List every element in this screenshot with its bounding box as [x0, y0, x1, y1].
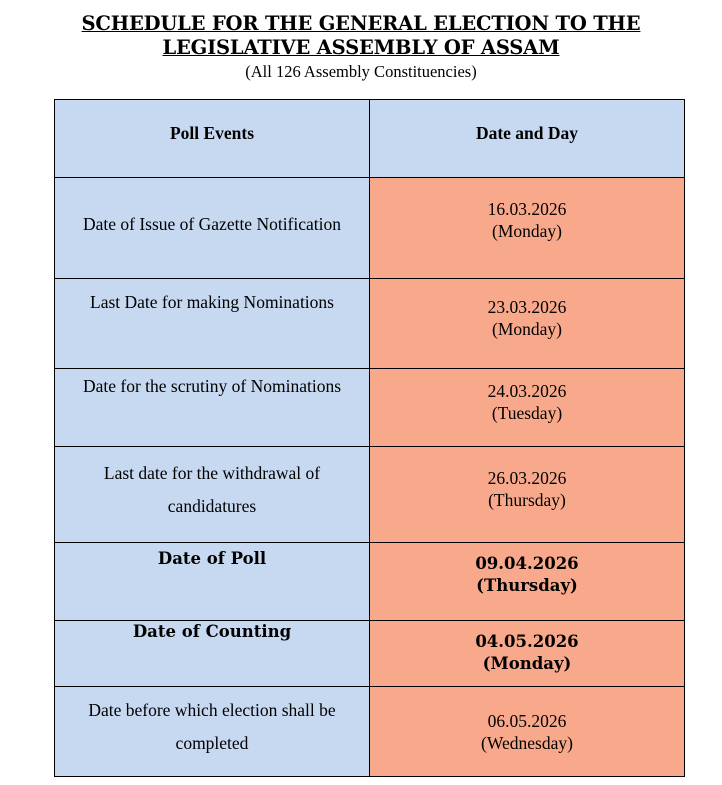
event-label: Date of Issue of Gazette Notification [82, 214, 342, 234]
date-value: 04.05.2026 [475, 632, 579, 651]
event-cell [55, 369, 370, 447]
document-title-line1: SCHEDULE FOR THE GENERAL ELECTION TO THE [81, 12, 641, 35]
day-value: (Thursday) [476, 576, 578, 595]
header-poll-events [55, 100, 370, 178]
date-value: 24.03.2026 [487, 381, 567, 401]
header-date-and-day-label: Date and Day [475, 123, 579, 143]
event-cell [55, 543, 370, 621]
date-value: 16.03.2026 [487, 199, 567, 219]
table-row [55, 369, 685, 447]
date-value: 26.03.2026 [487, 468, 567, 488]
date-cell [370, 279, 685, 369]
event-cell [55, 178, 370, 279]
event-label-line2: completed [175, 733, 249, 753]
day-value: (Monday) [482, 654, 572, 673]
document-subtitle: (All 126 Assembly Constituencies) [245, 62, 477, 81]
event-label: Date of Counting [132, 622, 292, 641]
day-value: (Monday) [492, 319, 562, 339]
date-cell [370, 687, 685, 777]
table-row [55, 543, 685, 621]
date-value: 06.05.2026 [487, 711, 567, 731]
date-cell [370, 369, 685, 447]
event-cell [55, 447, 370, 543]
day-value: (Monday) [492, 221, 562, 241]
event-label-line1: Date before which election shall be [88, 700, 336, 720]
election-schedule-table [54, 99, 685, 777]
document-title-line2: LEGISLATIVE ASSEMBLY OF ASSAM [162, 36, 560, 59]
table-row [55, 447, 685, 543]
table-row [55, 178, 685, 279]
date-value: 09.04.2026 [475, 554, 579, 573]
table-row [55, 687, 685, 777]
day-value: (Thursday) [488, 490, 566, 510]
event-label: Date for the scrutiny of Nominations [82, 376, 342, 396]
date-value: 23.03.2026 [487, 297, 567, 317]
header-date-and-day [370, 100, 685, 178]
day-value: (Wednesday) [481, 733, 573, 753]
event-cell [55, 687, 370, 777]
date-cell [370, 447, 685, 543]
event-cell [55, 279, 370, 369]
table-header-row [55, 100, 685, 178]
event-cell [55, 621, 370, 687]
event-label: Date of Poll [157, 549, 267, 568]
table-row [55, 621, 685, 687]
event-label: Last Date for making Nominations [90, 292, 334, 312]
event-label-line2: candidatures [167, 496, 257, 516]
date-cell [370, 621, 685, 687]
table-row [55, 279, 685, 369]
header-poll-events-label: Poll Events [169, 123, 255, 143]
event-label-line1: Last date for the withdrawal of [103, 463, 321, 483]
day-value: (Tuesday) [491, 403, 563, 423]
date-cell [370, 543, 685, 621]
date-cell [370, 178, 685, 279]
